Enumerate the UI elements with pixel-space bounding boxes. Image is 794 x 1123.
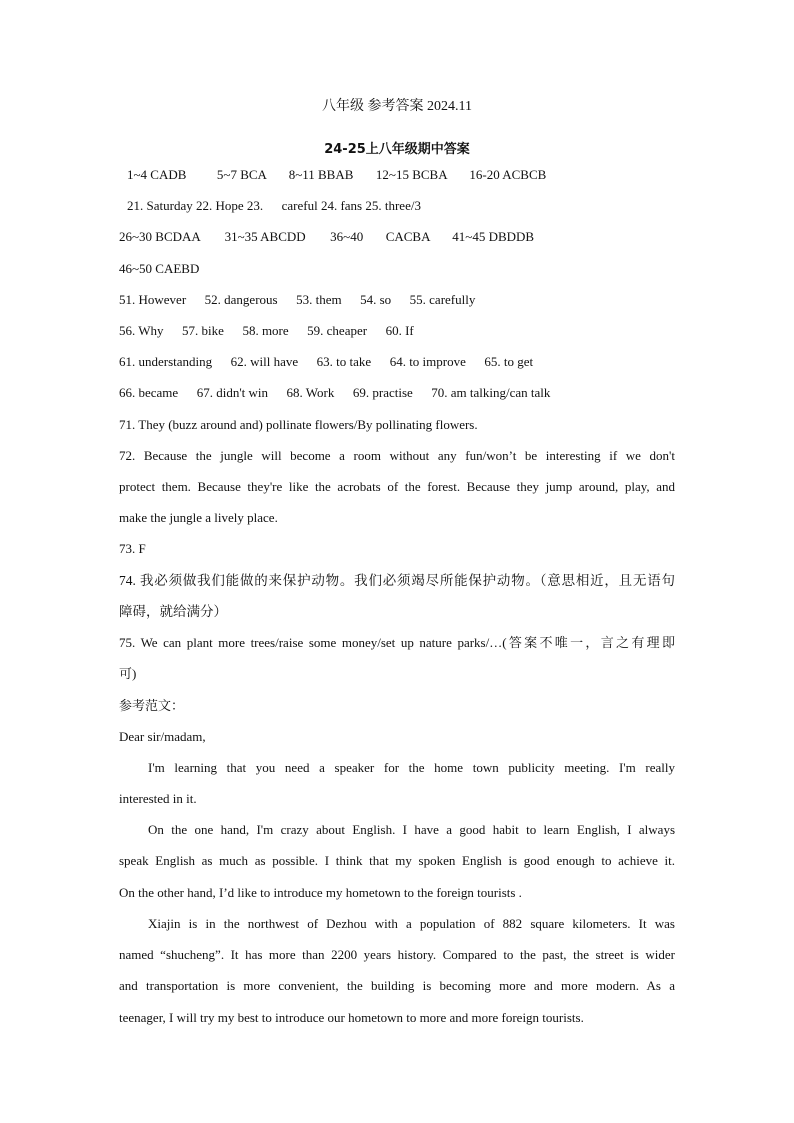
answer-item: 52. dangerous	[204, 292, 278, 307]
answer-75-line-1: 75. We can plant more trees/raise some money/set up nature parks/…(答案不唯一，言之有理即	[119, 635, 675, 650]
answer-item: 65. to get	[484, 354, 534, 369]
essay-greeting: Dear sir/madam,	[119, 729, 206, 744]
answer-72-line-2: protect them. Because they're like the acrobats of the forest. Because they jump around, play, and	[119, 479, 675, 494]
answer-item: 12~15 BCBA	[375, 167, 447, 182]
answer-72-line-1: 72. Because the jungle will become a room without any fun/won’t be interesting if we don't	[119, 448, 675, 463]
answer-item: 31~35 ABCDD	[224, 229, 306, 244]
answer-item: 26~30 BCDAA	[119, 229, 201, 244]
answer-item: 62. will have	[230, 354, 299, 369]
essay-p2-line-2: speak English as much as possible. I think that my spoken English is good enough to achieve it.	[119, 853, 675, 868]
answer-row-2	[127, 197, 683, 215]
page-subtitle: 24-25上八年级期中答案	[324, 142, 470, 157]
answer-71: 71. They (buzz around and) pollinate flowers/By pollinating flowers.	[119, 417, 478, 432]
answer-item: 36~40	[330, 229, 364, 244]
essay-p2-line-1: On the one hand, I'm crazy about English. I have a good habit to learn English, I always	[148, 822, 675, 837]
answer-row-5	[119, 291, 675, 309]
answer-item: 57. bike	[182, 323, 224, 338]
essay-label: 参考范文：	[119, 698, 185, 713]
answer-row-8	[119, 384, 675, 402]
answer-item: CACBA	[385, 229, 430, 244]
answer-item: 58. more	[242, 323, 289, 338]
answer-row-1	[127, 166, 683, 184]
essay-p2-line-3: On the other hand, I’d like to introduce my hometown to the foreign tourists .	[119, 885, 522, 900]
answer-72-line-3: make the jungle a lively place.	[119, 510, 278, 525]
answer-73: 73. F	[119, 541, 146, 556]
answer-item: 56. Why	[119, 323, 164, 338]
answer-item: 41~45 DBDDB	[452, 229, 535, 244]
essay-p3-line-3: and transportation is more convenient, the building is becoming more and more modern. As a	[119, 978, 675, 993]
answer-item: 59. cheaper	[307, 323, 368, 338]
page-title: 八年级 参考答案 2024.11	[322, 99, 472, 114]
answer-item: 54. so	[360, 292, 392, 307]
answer-item: 69. practise	[352, 385, 413, 400]
answer-row-3	[119, 228, 675, 246]
essay-p3-line-2: named “shucheng”. It has more than 2200 years history. Compared to the past, the street is wider	[119, 947, 675, 962]
answer-item: 61. understanding	[119, 354, 213, 369]
essay-p3-line-4: teenager, I will try my best to introduce our hometown to more and more foreign tourists.	[119, 1010, 584, 1025]
answer-item: 67. didn't win	[196, 385, 269, 400]
essay-p1-line-1: I'm learning that you need a speaker for the home town publicity meeting. I'm really	[148, 760, 675, 775]
answer-item: 60. If	[385, 323, 414, 338]
answer-item: 1~4 CADB	[127, 167, 187, 182]
answer-item: 8~11 BBAB	[288, 167, 354, 182]
answer-item: 53. them	[296, 292, 342, 307]
answer-item: 70. am talking/can talk	[431, 385, 551, 400]
answer-item: 63. to take	[316, 354, 372, 369]
essay-p3-line-1: Xiajin is in the northwest of Dezhou with a population of 882 square kilometers. It was	[148, 916, 675, 931]
answer-item: 16-20 ACBCB	[469, 167, 547, 182]
answer-item: 68. Work	[286, 385, 335, 400]
answer-item: 55. carefully	[409, 292, 476, 307]
answer-item: 21. Saturday 22. Hope 23.	[127, 198, 264, 213]
answer-item: 66. became	[119, 385, 179, 400]
answer-row-4: 46~50 CAEBD	[119, 261, 200, 276]
answer-item: 51. However	[119, 292, 187, 307]
answer-row-6	[119, 322, 675, 340]
answer-item: 5~7 BCA	[216, 167, 267, 182]
essay-p1-line-2: interested in it.	[119, 791, 197, 806]
answer-item: careful 24. fans 25. three/3	[281, 198, 421, 213]
answer-74-line-1: 74. 我必须做我们能做的来保护动物。我们必须竭尽所能保护动物。（意思相近，且无语句	[119, 573, 675, 588]
answer-row-7	[119, 353, 675, 371]
answer-74-line-2: 障碍，就给满分）	[119, 604, 227, 619]
answer-75-line-2: 可)	[119, 666, 137, 681]
answer-item: 64. to improve	[389, 354, 466, 369]
